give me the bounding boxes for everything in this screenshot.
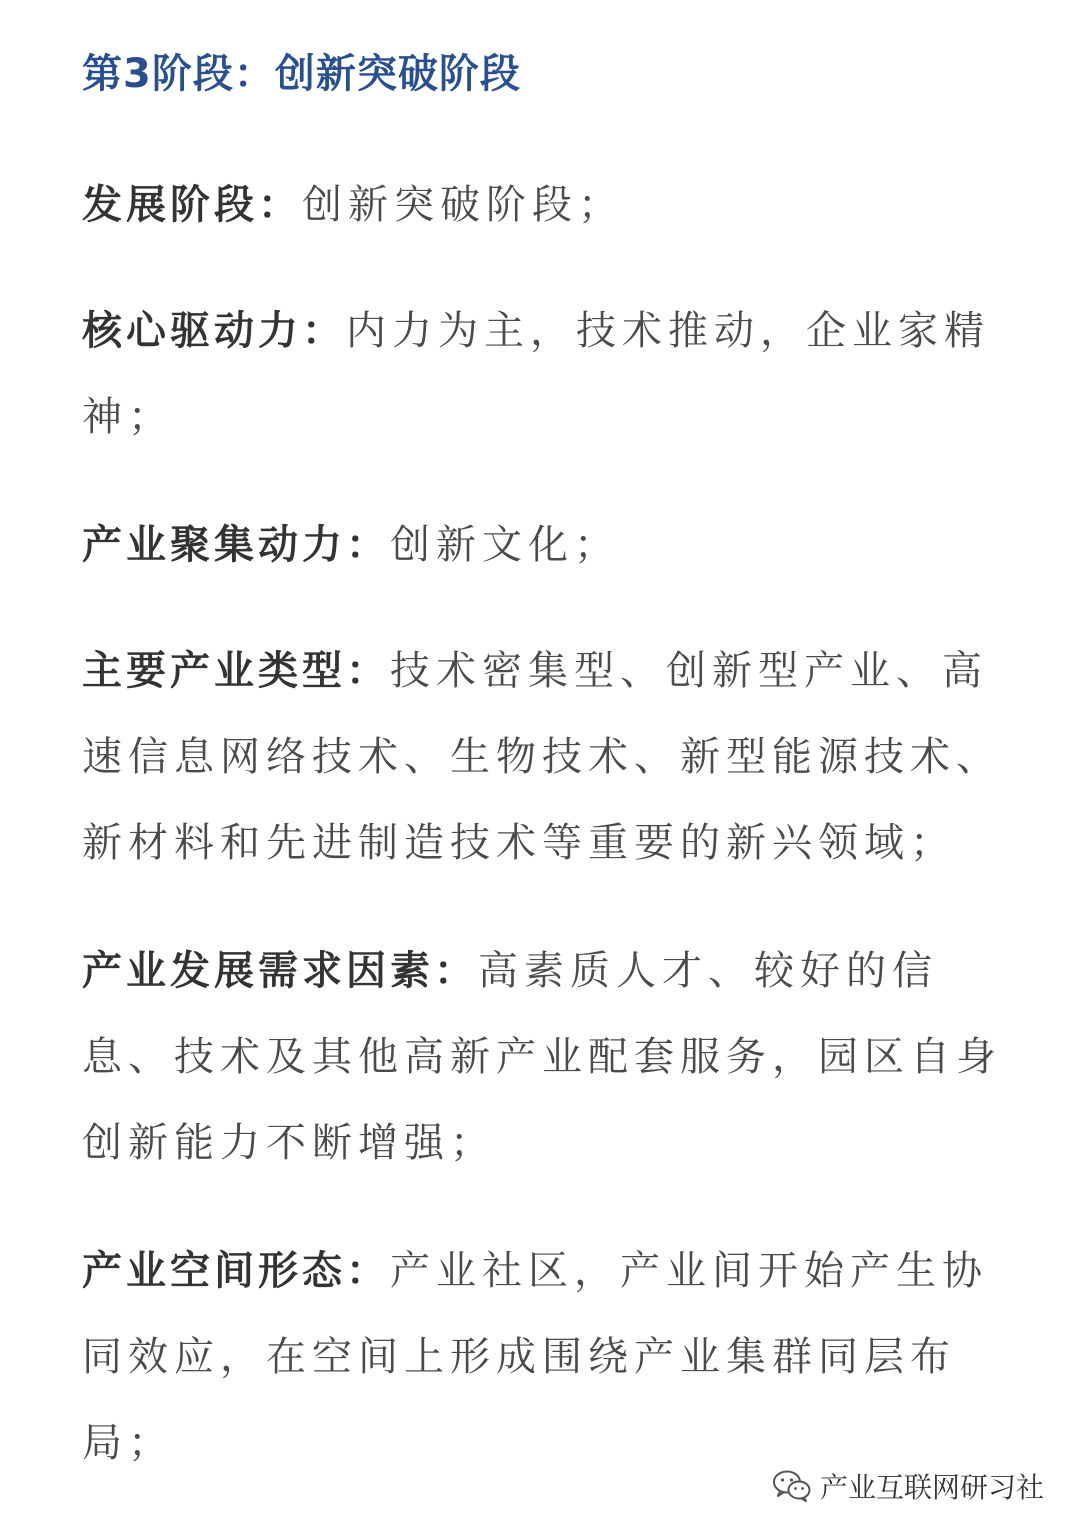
section-heading: 第3阶段：创新突破阶段 <box>82 51 521 97</box>
paragraph-label: 产业发展需求因素： <box>82 948 478 994</box>
paragraph-development-stage <box>82 162 1002 248</box>
paragraph-text: 高素质人才、较好的信息、技术及其他高新产业配套服务，园区自身创新能力不断增强； <box>82 948 1002 1166</box>
paragraph-text: 创新突破阶段； <box>302 182 624 228</box>
paragraph-label: 核心驱动力： <box>82 308 346 354</box>
watermark-text: 产业互联网研习社 <box>819 1471 1044 1504</box>
paragraph-spatial-form <box>82 1228 1002 1486</box>
paragraph-agglomeration-force <box>82 502 1002 588</box>
watermark <box>772 1466 1044 1506</box>
paragraph-demand-factors <box>82 928 1002 1186</box>
paragraph-text: 创新文化； <box>390 522 620 568</box>
paragraph-text: 内力为主，技术推动，企业家精神； <box>82 308 990 440</box>
paragraph-core-driver <box>82 288 1002 460</box>
paragraph-text: 技术密集型、创新型产业、高速信息网络技术、生物技术、新型能源技术、新材料和先进制造技术等重要的新兴领域； <box>82 648 1002 866</box>
paragraph-label: 发展阶段： <box>82 182 302 228</box>
wechat-icon <box>772 1469 812 1503</box>
paragraph-label: 产业聚集动力： <box>82 522 390 568</box>
paragraph-label: 主要产业类型： <box>82 648 390 694</box>
paragraph-text: 产业社区，产业间开始产生协同效应，在空间上形成围绕产业集群同层布局； <box>82 1248 988 1466</box>
paragraph-label: 产业空间形态： <box>82 1248 390 1294</box>
paragraph-industry-types <box>82 628 1002 886</box>
